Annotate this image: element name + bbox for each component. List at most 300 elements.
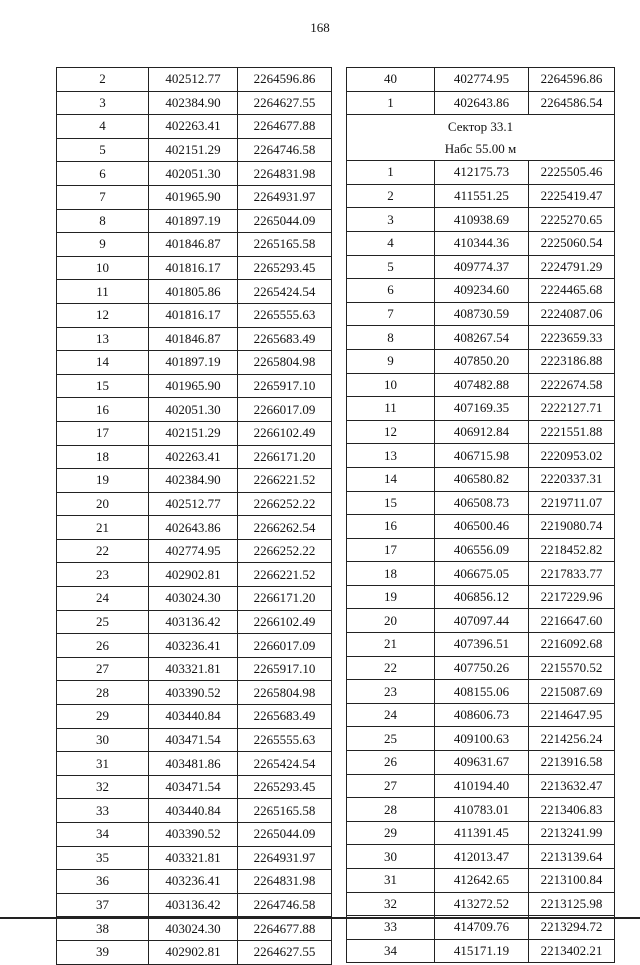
coordinate-y: 2266252.22 [238, 539, 332, 563]
point-number: 4 [347, 231, 435, 255]
point-number: 2 [57, 68, 149, 92]
coordinate-x: 412642.65 [435, 869, 529, 893]
table-row [57, 68, 332, 92]
coordinate-y: 2266102.49 [238, 610, 332, 634]
coordinate-y: 2265293.45 [238, 256, 332, 280]
table-row [347, 255, 615, 279]
point-number: 24 [347, 703, 435, 727]
page-number: 168 [310, 20, 330, 35]
point-number: 9 [347, 349, 435, 373]
table-row [347, 585, 615, 609]
table-row [347, 349, 615, 373]
coordinate-x: 403236.41 [149, 870, 238, 894]
coordinate-x: 415171.19 [435, 939, 529, 963]
point-number: 31 [57, 752, 149, 776]
coordinate-x: 401965.90 [149, 185, 238, 209]
table-row [57, 445, 332, 469]
coordinate-y: 2264586.54 [529, 91, 615, 115]
table-row [57, 917, 332, 941]
coordinate-x: 406912.84 [435, 420, 529, 444]
coordinate-x: 402774.95 [149, 539, 238, 563]
point-number: 27 [57, 657, 149, 681]
point-number: 25 [347, 727, 435, 751]
point-number: 37 [57, 893, 149, 917]
table-row [57, 657, 332, 681]
coordinate-y: 2264831.98 [238, 162, 332, 186]
point-number: 22 [57, 539, 149, 563]
coordinate-y: 2265683.49 [238, 705, 332, 729]
coordinate-x: 401897.19 [149, 351, 238, 375]
table-row [57, 91, 332, 115]
table-row [57, 940, 332, 964]
coordinate-x: 402263.41 [149, 445, 238, 469]
coordinate-y: 2266221.52 [238, 469, 332, 493]
coordinate-x: 408267.54 [435, 326, 529, 350]
point-number: 12 [57, 303, 149, 327]
coordinate-y: 2217833.77 [529, 562, 615, 586]
table-row [347, 397, 615, 421]
coordinate-x: 402151.29 [149, 421, 238, 445]
coordinate-x: 401816.17 [149, 303, 238, 327]
point-number: 6 [57, 162, 149, 186]
table-row [57, 209, 332, 233]
coordinate-y: 2265293.45 [238, 775, 332, 799]
table-row [57, 705, 332, 729]
point-number: 8 [347, 326, 435, 350]
coordinate-x: 401846.87 [149, 233, 238, 257]
point-number: 6 [347, 279, 435, 303]
coordinate-y: 2213916.58 [529, 751, 615, 775]
point-number: 10 [57, 256, 149, 280]
coordinate-y: 2222674.58 [529, 373, 615, 397]
coordinate-x: 401965.90 [149, 374, 238, 398]
point-number: 3 [57, 91, 149, 115]
table-row [57, 398, 332, 422]
coordinate-x: 401805.86 [149, 280, 238, 304]
coordinate-y: 2217229.96 [529, 585, 615, 609]
coordinate-x: 406675.05 [435, 562, 529, 586]
coordinate-y: 2265165.58 [238, 799, 332, 823]
coordinate-y: 2225505.46 [529, 161, 615, 185]
point-number: 19 [57, 469, 149, 493]
point-number: 23 [57, 563, 149, 587]
table-row [347, 609, 615, 633]
coordinate-y: 2265804.98 [238, 681, 332, 705]
table-row [57, 280, 332, 304]
coordinate-x: 406556.09 [435, 538, 529, 562]
coordinate-x: 402902.81 [149, 940, 238, 964]
coordinate-x: 411391.45 [435, 821, 529, 845]
point-number: 25 [57, 610, 149, 634]
table-row [57, 846, 332, 870]
coordinate-y: 2264746.58 [238, 138, 332, 162]
coordinate-y: 2265804.98 [238, 351, 332, 375]
coordinate-y: 2266017.09 [238, 398, 332, 422]
point-number: 2 [347, 184, 435, 208]
coordinate-x: 403136.42 [149, 893, 238, 917]
coordinate-x: 409234.60 [435, 279, 529, 303]
table-row [57, 374, 332, 398]
table-row [57, 351, 332, 375]
table-row [57, 681, 332, 705]
coordinate-x: 402512.77 [149, 492, 238, 516]
coordinate-y: 2223659.33 [529, 326, 615, 350]
coordinate-y: 2216647.60 [529, 609, 615, 633]
coordinate-x: 407482.88 [435, 373, 529, 397]
table-row [57, 233, 332, 257]
coordinate-y: 2221551.88 [529, 420, 615, 444]
coordinate-x: 408606.73 [435, 703, 529, 727]
coordinate-x: 402774.95 [435, 68, 529, 92]
table-row [347, 845, 615, 869]
table-row [57, 469, 332, 493]
point-number: 29 [57, 705, 149, 729]
sector-header-row [347, 115, 615, 161]
coordinate-x: 402384.90 [149, 469, 238, 493]
table-row [347, 774, 615, 798]
coordinate-y: 2265555.63 [238, 728, 332, 752]
point-number: 31 [347, 869, 435, 893]
table-row [57, 185, 332, 209]
table-row [57, 492, 332, 516]
table-row [57, 799, 332, 823]
point-number: 7 [347, 302, 435, 326]
coordinate-x: 409631.67 [435, 751, 529, 775]
coordinate-x: 401897.19 [149, 209, 238, 233]
coordinate-x: 410194.40 [435, 774, 529, 798]
table-row [57, 421, 332, 445]
point-number: 1 [347, 91, 435, 115]
coordinate-y: 2214647.95 [529, 703, 615, 727]
coordinate-x: 412175.73 [435, 161, 529, 185]
coordinate-y: 2265424.54 [238, 280, 332, 304]
coordinate-y: 2213125.98 [529, 892, 615, 916]
coordinate-x: 403321.81 [149, 657, 238, 681]
point-number: 20 [347, 609, 435, 633]
coordinate-y: 2265165.58 [238, 233, 332, 257]
coordinate-x: 411551.25 [435, 184, 529, 208]
coordinate-x: 401846.87 [149, 327, 238, 351]
table-row [57, 587, 332, 611]
coordinate-y: 2266262.54 [238, 516, 332, 540]
table-row [347, 562, 615, 586]
point-number: 10 [347, 373, 435, 397]
point-number: 15 [57, 374, 149, 398]
table-row [57, 870, 332, 894]
sector-title: Сектор 33.1 [447, 118, 514, 134]
coordinate-x: 403321.81 [149, 846, 238, 870]
table-row [347, 869, 615, 893]
point-number: 24 [57, 587, 149, 611]
coordinate-y: 2264931.97 [238, 185, 332, 209]
point-number: 30 [57, 728, 149, 752]
coordinate-y: 2222127.71 [529, 397, 615, 421]
table-row [347, 91, 615, 115]
coordinate-x: 403136.42 [149, 610, 238, 634]
point-number: 1 [347, 161, 435, 185]
coordinate-y: 2213632.47 [529, 774, 615, 798]
table-row [57, 256, 332, 280]
coordinate-y: 2265683.49 [238, 327, 332, 351]
coordinate-y: 2264677.88 [238, 115, 332, 139]
table-row [347, 916, 615, 940]
coordinate-x: 402263.41 [149, 115, 238, 139]
coordinate-y: 2266017.09 [238, 634, 332, 658]
table-row [347, 467, 615, 491]
point-number: 9 [57, 233, 149, 257]
coordinate-x: 401816.17 [149, 256, 238, 280]
point-number: 13 [57, 327, 149, 351]
point-number: 18 [57, 445, 149, 469]
coordinate-x: 403024.30 [149, 587, 238, 611]
coordinate-y: 2225270.65 [529, 208, 615, 232]
point-number: 30 [347, 845, 435, 869]
table-row [57, 563, 332, 587]
coordinate-y: 2265917.10 [238, 374, 332, 398]
point-number: 15 [347, 491, 435, 515]
point-number: 21 [57, 516, 149, 540]
coordinate-y: 2225419.47 [529, 184, 615, 208]
coordinate-y: 2264831.98 [238, 870, 332, 894]
coordinate-y: 2220953.02 [529, 444, 615, 468]
coordinate-x: 403440.84 [149, 799, 238, 823]
table-row [57, 634, 332, 658]
coordinate-x: 403390.52 [149, 823, 238, 847]
point-number: 23 [347, 680, 435, 704]
coordinate-x: 408730.59 [435, 302, 529, 326]
coordinate-x: 407097.44 [435, 609, 529, 633]
coordinate-y: 2264931.97 [238, 846, 332, 870]
coordinate-x: 410344.36 [435, 231, 529, 255]
coordinate-y: 2225060.54 [529, 231, 615, 255]
page-bottom-rule [0, 917, 640, 919]
point-number: 11 [57, 280, 149, 304]
point-number: 33 [57, 799, 149, 823]
coordinate-x: 407850.20 [435, 349, 529, 373]
table-row [57, 752, 332, 776]
coordinate-x: 409774.37 [435, 255, 529, 279]
table-row [57, 115, 332, 139]
coordinate-x: 407396.51 [435, 633, 529, 657]
point-number: 18 [347, 562, 435, 586]
coordinate-y: 2215087.69 [529, 680, 615, 704]
point-number: 36 [57, 870, 149, 894]
table-row [57, 539, 332, 563]
coordinate-x: 410783.01 [435, 798, 529, 822]
coordinate-x: 402643.86 [435, 91, 529, 115]
coordinate-y: 2213100.84 [529, 869, 615, 893]
coordinate-y: 2216092.68 [529, 633, 615, 657]
point-number: 12 [347, 420, 435, 444]
table-row [347, 703, 615, 727]
coordinate-x: 402051.30 [149, 162, 238, 186]
coordinates-table-left [56, 67, 332, 965]
coordinate-y: 2265424.54 [238, 752, 332, 776]
coordinate-y: 2266102.49 [238, 421, 332, 445]
coordinate-x: 402151.29 [149, 138, 238, 162]
table-row [57, 516, 332, 540]
coordinate-y: 2266171.20 [238, 587, 332, 611]
table-row [347, 491, 615, 515]
coordinate-x: 406856.12 [435, 585, 529, 609]
table-row [57, 162, 332, 186]
point-number: 3 [347, 208, 435, 232]
coordinate-y: 2224465.68 [529, 279, 615, 303]
point-number: 32 [347, 892, 435, 916]
table-row [347, 892, 615, 916]
point-number: 40 [347, 68, 435, 92]
coordinate-x: 403390.52 [149, 681, 238, 705]
point-number: 7 [57, 185, 149, 209]
coordinates-table-right [346, 67, 615, 963]
coordinate-y: 2213402.21 [529, 939, 615, 963]
table-row [347, 798, 615, 822]
coordinate-x: 407750.26 [435, 656, 529, 680]
point-number: 20 [57, 492, 149, 516]
coordinate-x: 403471.54 [149, 728, 238, 752]
table-row [57, 728, 332, 752]
point-number: 22 [347, 656, 435, 680]
table-row [347, 515, 615, 539]
table-row [347, 751, 615, 775]
table-row [347, 939, 615, 963]
coordinate-x: 403471.54 [149, 775, 238, 799]
point-number: 19 [347, 585, 435, 609]
coordinate-y: 2265917.10 [238, 657, 332, 681]
coordinate-y: 2265044.09 [238, 823, 332, 847]
coordinate-x: 403481.86 [149, 752, 238, 776]
coordinate-y: 2219711.07 [529, 491, 615, 515]
point-number: 28 [347, 798, 435, 822]
coordinate-y: 2264596.86 [238, 68, 332, 92]
coordinate-y: 2223186.88 [529, 349, 615, 373]
coordinate-x: 413272.52 [435, 892, 529, 916]
point-number: 16 [347, 515, 435, 539]
table-row [57, 775, 332, 799]
point-number: 26 [57, 634, 149, 658]
coordinate-y: 2213139.64 [529, 845, 615, 869]
coordinate-y: 2213241.99 [529, 821, 615, 845]
coordinate-x: 402051.30 [149, 398, 238, 422]
point-number: 34 [347, 939, 435, 963]
table-row [347, 279, 615, 303]
coordinate-y: 2214256.24 [529, 727, 615, 751]
coordinate-x: 409100.63 [435, 727, 529, 751]
point-number: 8 [57, 209, 149, 233]
table-row [347, 231, 615, 255]
point-number: 21 [347, 633, 435, 657]
point-number: 16 [57, 398, 149, 422]
table-row [347, 68, 615, 92]
point-number: 14 [57, 351, 149, 375]
coordinate-x: 414709.76 [435, 916, 529, 940]
coordinate-y: 2220337.31 [529, 467, 615, 491]
point-number: 13 [347, 444, 435, 468]
coordinate-y: 2265555.63 [238, 303, 332, 327]
table-row [347, 208, 615, 232]
table-row [57, 893, 332, 917]
coordinate-y: 2213406.83 [529, 798, 615, 822]
table-row [347, 373, 615, 397]
coordinate-y: 2264746.58 [238, 893, 332, 917]
point-number: 27 [347, 774, 435, 798]
point-number: 14 [347, 467, 435, 491]
coordinate-x: 402384.90 [149, 91, 238, 115]
point-number: 5 [57, 138, 149, 162]
table-row [347, 184, 615, 208]
coordinate-y: 2224791.29 [529, 255, 615, 279]
table-row [57, 610, 332, 634]
point-number: 17 [347, 538, 435, 562]
coordinate-x: 410938.69 [435, 208, 529, 232]
sector-header [347, 115, 615, 161]
coordinate-x: 407169.35 [435, 397, 529, 421]
table-row [347, 656, 615, 680]
coordinate-y: 2264596.86 [529, 68, 615, 92]
coordinate-y: 2224087.06 [529, 302, 615, 326]
coordinate-x: 406580.82 [435, 467, 529, 491]
point-number: 39 [57, 940, 149, 964]
coordinate-y: 2218452.82 [529, 538, 615, 562]
coordinate-y: 2266171.20 [238, 445, 332, 469]
point-number: 35 [57, 846, 149, 870]
coordinate-y: 2213294.72 [529, 916, 615, 940]
coordinate-y: 2219080.74 [529, 515, 615, 539]
coordinate-y: 2215570.52 [529, 656, 615, 680]
table-row [57, 138, 332, 162]
table-row [347, 420, 615, 444]
coordinate-x: 408155.06 [435, 680, 529, 704]
point-number: 26 [347, 751, 435, 775]
point-number: 32 [57, 775, 149, 799]
point-number: 11 [347, 397, 435, 421]
coordinate-y: 2264627.55 [238, 91, 332, 115]
point-number: 33 [347, 916, 435, 940]
coordinate-x: 403440.84 [149, 705, 238, 729]
coordinate-x: 403024.30 [149, 917, 238, 941]
point-number: 38 [57, 917, 149, 941]
coordinate-x: 406508.73 [435, 491, 529, 515]
coordinate-x: 406500.46 [435, 515, 529, 539]
coordinate-x: 402512.77 [149, 68, 238, 92]
coordinate-x: 403236.41 [149, 634, 238, 658]
table-row [347, 302, 615, 326]
coordinate-y: 2265044.09 [238, 209, 332, 233]
coordinate-x: 412013.47 [435, 845, 529, 869]
point-number: 28 [57, 681, 149, 705]
point-number: 4 [57, 115, 149, 139]
table-row [57, 303, 332, 327]
table-row [347, 727, 615, 751]
coordinate-x: 402643.86 [149, 516, 238, 540]
table-row [347, 326, 615, 350]
table-row [347, 538, 615, 562]
coordinate-x: 406715.98 [435, 444, 529, 468]
table-row [57, 823, 332, 847]
table-row [57, 327, 332, 351]
table-row [347, 821, 615, 845]
point-number: 34 [57, 823, 149, 847]
coordinate-x: 402902.81 [149, 563, 238, 587]
point-number: 17 [57, 421, 149, 445]
table-row [347, 680, 615, 704]
table-row [347, 161, 615, 185]
point-number: 29 [347, 821, 435, 845]
coordinate-y: 2264677.88 [238, 917, 332, 941]
sector-elevation: Набс 55.00 м [444, 140, 517, 156]
coordinate-y: 2264627.55 [238, 940, 332, 964]
point-number: 5 [347, 255, 435, 279]
